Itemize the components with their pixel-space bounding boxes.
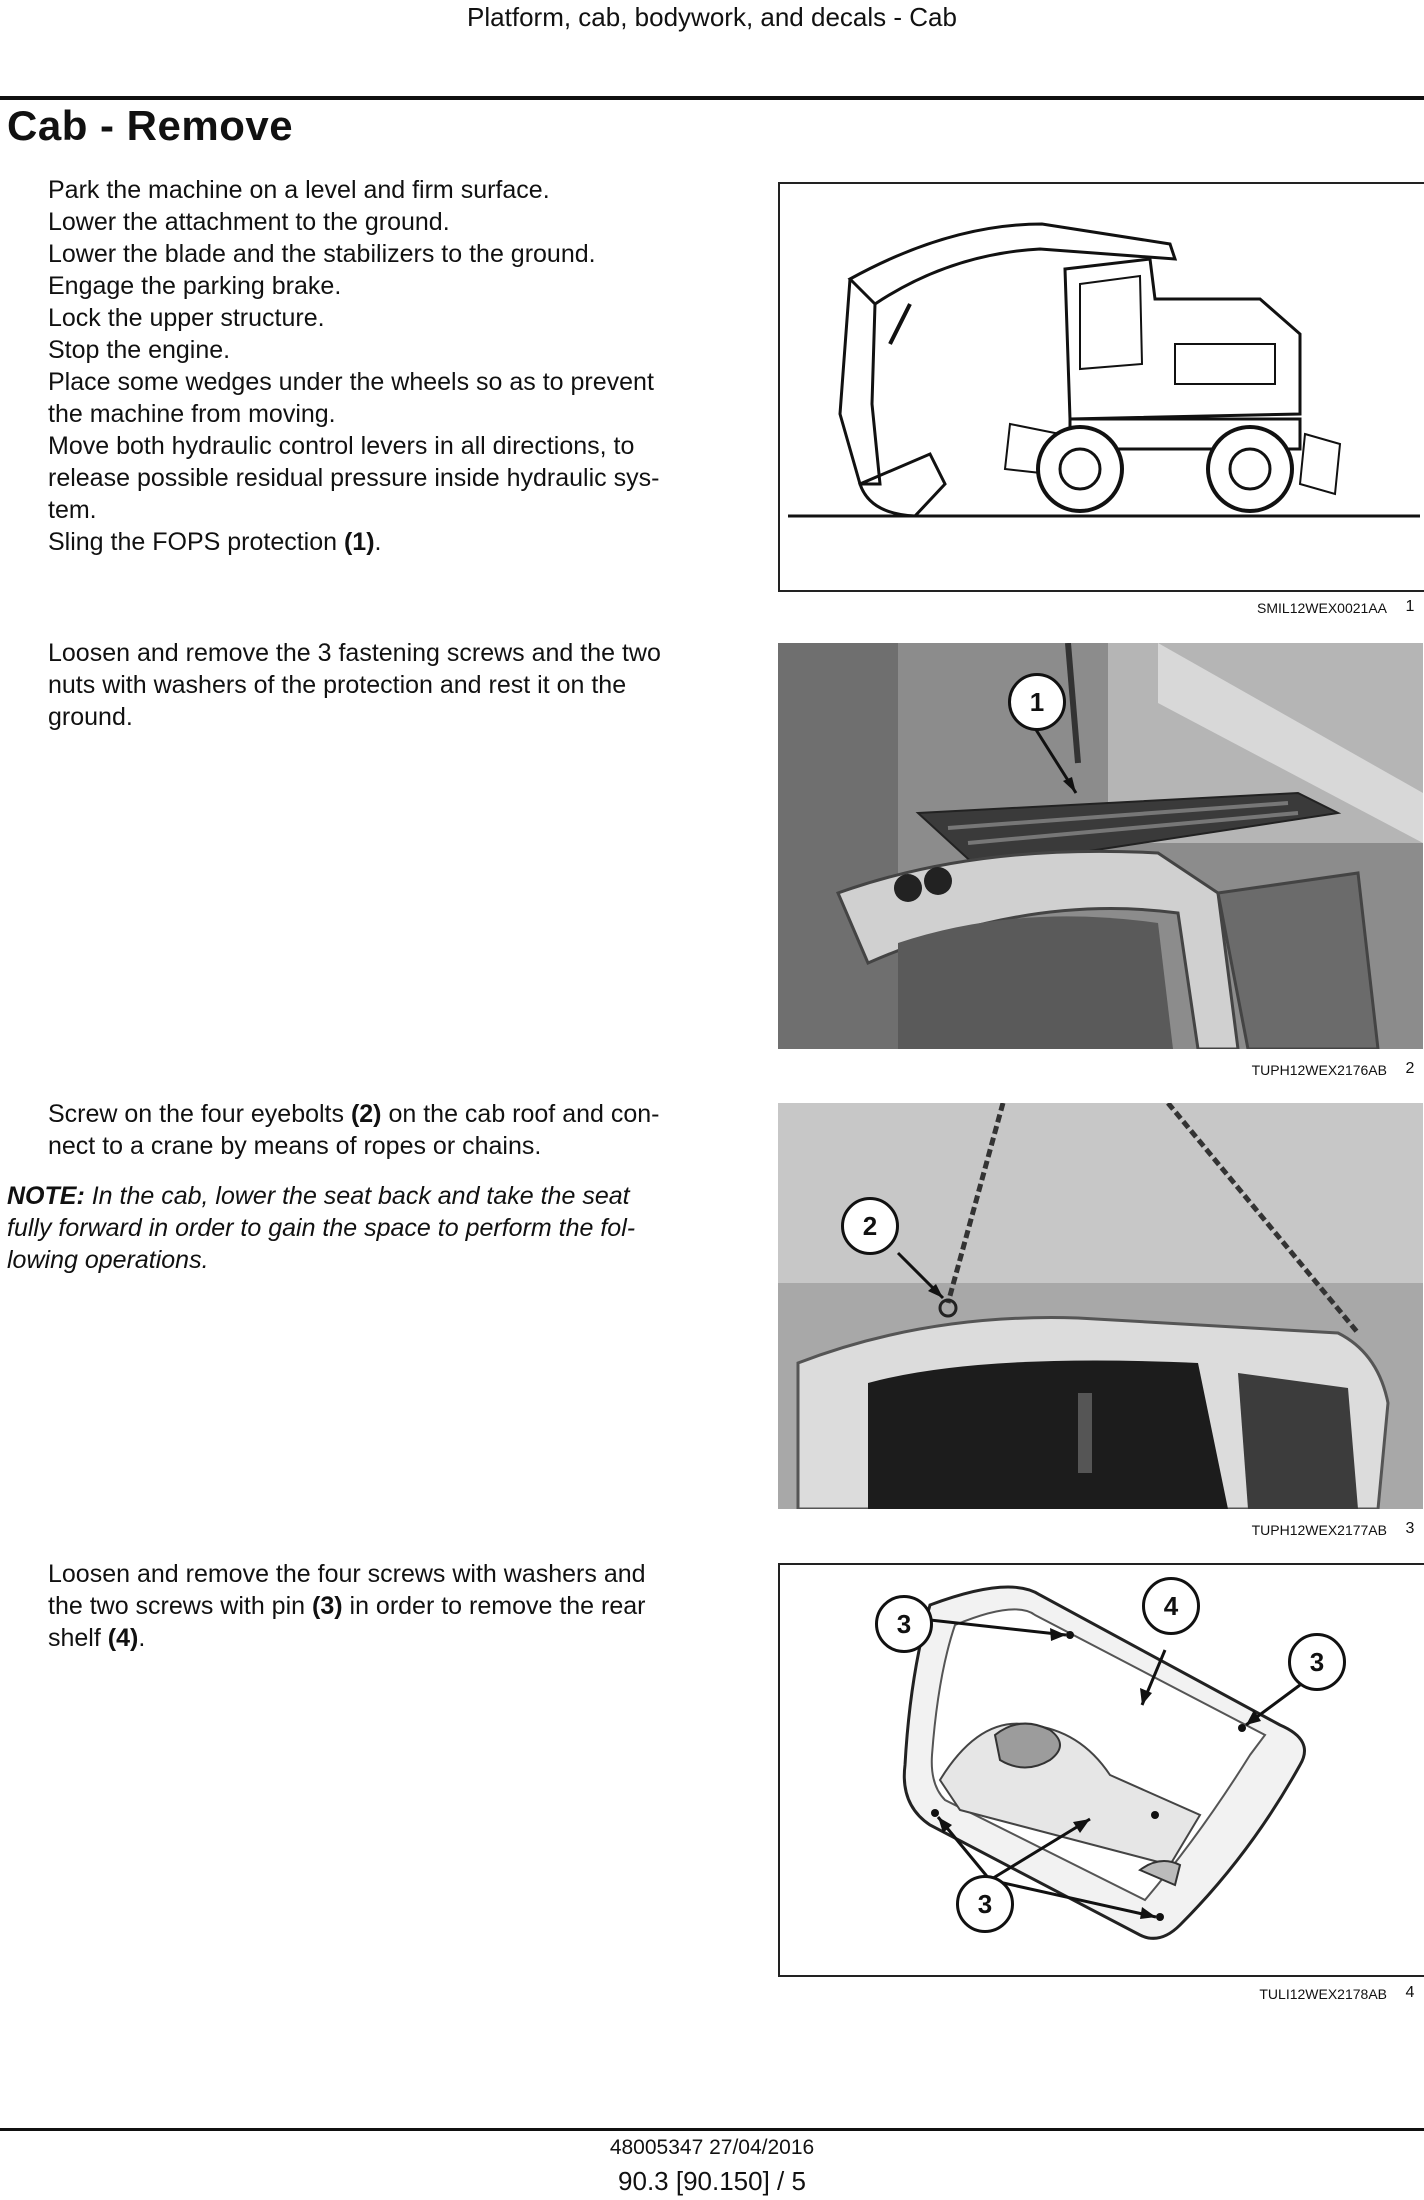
step1-line: Move both hydraulic control levers in all directions, to xyxy=(48,432,635,460)
excavator-drawing xyxy=(780,184,1424,590)
step1-line: Lower the blade and the stabilizers to the ground. xyxy=(48,240,596,268)
figure-2-number: 2 xyxy=(1405,1060,1415,1077)
step1-line: release possible residual pressure inside hydraulic sys- xyxy=(48,464,660,492)
figure-4-callout: 4 xyxy=(1142,1577,1200,1635)
note-line: fully forward in order to gain the space to perform the fol- xyxy=(7,1214,636,1242)
figure-4-callout: 3 xyxy=(956,1875,1014,1933)
step2-line: ground. xyxy=(48,703,133,731)
step1-line: tem. xyxy=(48,496,97,524)
step4-text-d: . xyxy=(138,1624,146,1652)
step2-line: nuts with washers of the protection and rest it on the xyxy=(48,671,627,699)
sling-period: . xyxy=(374,528,382,556)
sling-text: Sling the FOPS protection xyxy=(48,528,344,556)
fops-photo-illustration xyxy=(778,643,1423,1049)
note-line xyxy=(7,1180,716,1212)
step1-line: Place some wedges under the wheels so as to prevent xyxy=(48,368,654,396)
ref-4: (4) xyxy=(107,1624,139,1652)
step1-sling-line xyxy=(48,526,716,558)
step4-line: Loosen and remove the four screws with washers and xyxy=(48,1560,646,1588)
step3-line xyxy=(48,1098,716,1130)
step1-text xyxy=(48,174,716,558)
step2-text xyxy=(48,637,716,733)
note-block xyxy=(7,1180,716,1276)
figure-1-excavator xyxy=(778,182,1424,592)
step3-line: nect to a crane by means of ropes or chains. xyxy=(48,1132,542,1160)
figure-3-number: 3 xyxy=(1405,1520,1415,1537)
figure-4-callout: 3 xyxy=(875,1595,933,1653)
header-rule xyxy=(0,96,1424,100)
figure-3-code: TUPH12WEX2177AB xyxy=(1251,1522,1387,1538)
step4-line xyxy=(48,1622,716,1654)
step1-line: Lock the upper structure. xyxy=(48,304,325,332)
step1-line: the machine from moving. xyxy=(48,400,336,428)
figure-3-callout: 2 xyxy=(841,1197,899,1255)
page-title: Cab - Remove xyxy=(7,102,294,149)
step4-text-a: the two screws with pin xyxy=(48,1592,312,1620)
step2-line: Loosen and remove the 3 fastening screws and the two xyxy=(48,639,661,667)
footer-rule xyxy=(0,2128,1424,2131)
step3-text xyxy=(48,1098,716,1162)
step4-text xyxy=(48,1558,716,1654)
note-line: lowing operations. xyxy=(7,1246,209,1274)
step3-text-a: Screw on the four eyebolts xyxy=(48,1100,351,1128)
ref-3: (3) xyxy=(312,1592,343,1620)
step1-line: Engage the parking brake. xyxy=(48,272,342,300)
note-label: NOTE: xyxy=(7,1182,85,1210)
footer-page-number: 90.3 [90.150] / 5 xyxy=(618,2166,806,2196)
figure-4-callout: 3 xyxy=(1288,1633,1346,1691)
figure-2-fops-photo xyxy=(778,643,1423,1049)
figure-2-code: TUPH12WEX2176AB xyxy=(1251,1062,1387,1078)
note-text: In the cab, lower the seat back and take the seat xyxy=(84,1182,630,1210)
step1-line: Park the machine on a level and firm surface. xyxy=(48,176,550,204)
running-header: Platform, cab, bodywork, and decals - Cab xyxy=(467,2,957,32)
step4-text-c: shelf xyxy=(48,1624,108,1652)
figure-4-code: TULI12WEX2178AB xyxy=(1259,1986,1387,2002)
figure-4-number: 4 xyxy=(1405,1984,1415,2001)
figure-1-code: SMIL12WEX0021AA xyxy=(1257,600,1387,616)
figure-3-eyebolts-photo xyxy=(778,1103,1423,1509)
step1-line: Stop the engine. xyxy=(48,336,231,364)
ref-1: (1) xyxy=(343,528,375,556)
figure-4-rear-shelf xyxy=(778,1563,1424,1977)
step3-text-b: on the cab roof and con- xyxy=(381,1100,660,1128)
footer-doc-id: 48005347 27/04/2016 xyxy=(609,2136,815,2159)
step4-text-b: in order to remove the rear xyxy=(342,1592,646,1620)
step4-line xyxy=(48,1590,716,1622)
figure-2-callout: 1 xyxy=(1008,673,1066,731)
figure-1-number: 1 xyxy=(1405,598,1415,615)
ref-2: (2) xyxy=(350,1100,382,1128)
eyebolts-photo-illustration xyxy=(778,1103,1423,1509)
step1-line: Lower the attachment to the ground. xyxy=(48,208,450,236)
